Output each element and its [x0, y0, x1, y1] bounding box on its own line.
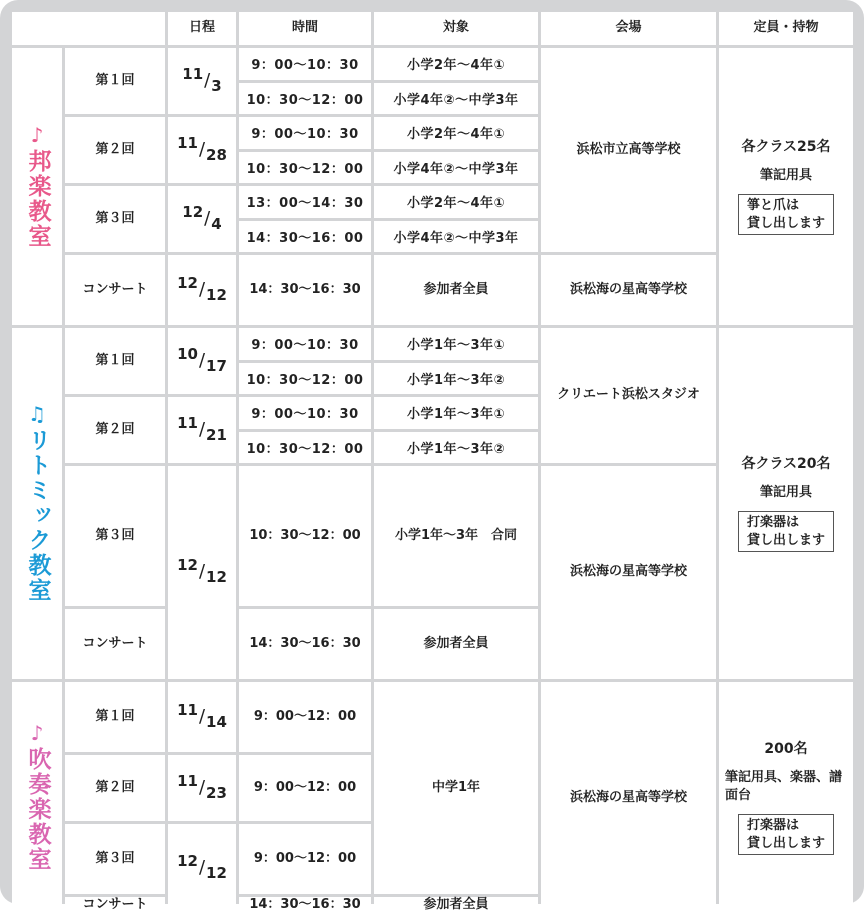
header-capacity: 定員・持物 [719, 12, 853, 45]
target-pair [374, 48, 538, 114]
target-group: 小学4年②〜中学3年 [374, 221, 538, 253]
capacity: 各クラス25名 [741, 138, 831, 155]
session-label: コンサート [65, 255, 165, 325]
target-group: 参加者全員 [374, 255, 538, 325]
section-label-rhythmic [12, 328, 62, 679]
section-label-suisougaku [12, 682, 62, 913]
lending-note-line: 箏と爪は [746, 198, 799, 214]
belongings: 筆記用具 [759, 484, 812, 500]
time-slot: 9：00〜10：30 [239, 117, 371, 149]
date-day: 23 [206, 783, 227, 802]
header-venue: 会場 [541, 12, 716, 45]
venue: クリエート浜松スタジオ [541, 328, 716, 463]
lending-note-line: 貸し出します [746, 835, 825, 851]
target-pair [374, 186, 538, 252]
session-label: 第１回 [65, 48, 165, 114]
session-date: 11 / 21 [168, 397, 236, 463]
session-label: 第２回 [65, 397, 165, 463]
session-date: 12 / 12 [168, 466, 236, 679]
target-group: 参加者全員 [374, 897, 538, 913]
date-day: 28 [206, 145, 227, 164]
lending-note [738, 194, 834, 235]
target-group: 小学4年②〜中学3年 [374, 152, 538, 184]
session-label: 第３回 [65, 824, 165, 894]
target-group: 小学1年〜3年 合同 [374, 466, 538, 606]
target-group: 小学2年〜4年① [374, 48, 538, 80]
session-date: 11 / 14 [168, 682, 236, 752]
time-slot: 14：30〜16：00 [239, 221, 371, 253]
date-day: 4 [211, 214, 222, 233]
session-label: コンサート [65, 609, 165, 679]
time-slot: 10：30〜12：00 [239, 363, 371, 395]
date-month: 12 [177, 556, 198, 575]
time-pair [239, 48, 371, 114]
time-slot: 14：30〜16：30 [239, 897, 371, 913]
header-time: 時間 [239, 12, 371, 45]
time-pair [239, 186, 371, 252]
date-day: 21 [206, 425, 227, 444]
venue: 浜松市立高等学校 [541, 48, 716, 252]
time-slot: 14：30〜16：30 [239, 255, 371, 325]
session-label: 第２回 [65, 117, 165, 183]
session-label: 第２回 [65, 755, 165, 821]
time-pair [239, 117, 371, 183]
session-label: 第３回 [65, 466, 165, 606]
time-slot: 9：00〜12：00 [239, 755, 371, 821]
time-slot: 10：30〜12：00 [239, 152, 371, 184]
venue: 浜松海の星高等学校 [541, 682, 716, 913]
time-slot: 9：00〜10：30 [239, 328, 371, 360]
time-slot: 13：00〜14：30 [239, 186, 371, 218]
session-label: 第１回 [65, 682, 165, 752]
date-day: 12 [206, 864, 227, 883]
venue: 浜松海の星高等学校 [541, 466, 716, 679]
capacity: 200名 [764, 741, 808, 758]
time-slot: 9：00〜10：30 [239, 397, 371, 429]
time-pair [239, 328, 371, 394]
session-label: コンサート [65, 897, 165, 913]
target-pair [374, 328, 538, 394]
lending-note-line: 打楽器は [746, 818, 799, 834]
date-month: 11 [182, 64, 204, 83]
schedule-table [12, 12, 849, 912]
time-slot: 9：00〜10：30 [239, 48, 371, 80]
section-label-hougaku [12, 48, 62, 325]
header-date: 日程 [168, 12, 236, 45]
time-slot: 9：00〜12：00 [239, 824, 371, 894]
session-date: 11 / 28 [168, 117, 236, 183]
time-slot: 9：00〜12：00 [239, 682, 371, 752]
session-label: 第３回 [65, 186, 165, 252]
beamed-notes-icon: ♫ [28, 402, 46, 426]
eighth-note-icon: ♪ [30, 122, 44, 147]
capacity-cell [719, 328, 853, 679]
date-month: 10 [177, 344, 198, 363]
date-month: 11 [177, 133, 198, 152]
time-slot: 10：30〜12：00 [239, 466, 371, 606]
target-group: 小学1年〜3年② [374, 363, 538, 395]
session-label: 第１回 [65, 328, 165, 394]
target-group: 小学1年〜3年② [374, 432, 538, 464]
session-date: 10 / 17 [168, 328, 236, 394]
time-slot: 10：30〜12：00 [239, 83, 371, 115]
date-day: 12 [206, 285, 227, 304]
capacity-cell [719, 682, 853, 913]
session-date: 12 / 12 [168, 255, 236, 325]
date-month: 11 [177, 700, 198, 719]
time-pair [239, 397, 371, 463]
eighth-note-icon: ♪ [30, 721, 44, 746]
capacity-cell [719, 48, 853, 325]
target-group: 参加者全員 [374, 609, 538, 679]
session-date: 12 / 12 [168, 824, 236, 913]
lending-note-line: 打楽器は [746, 515, 799, 531]
section-title-suisougaku: 吹奏楽教室 [24, 747, 51, 873]
lending-note-line: 貸し出します [746, 215, 825, 231]
session-date: 12 / 4 [168, 186, 236, 252]
time-slot: 14：30〜16：30 [239, 609, 371, 679]
target-group: 小学1年〜3年① [374, 397, 538, 429]
header-blank [12, 12, 165, 45]
venue: 浜松海の星高等学校 [541, 255, 716, 325]
target-pair [374, 117, 538, 183]
lending-note-line: 貸し出します [746, 532, 825, 548]
session-date: 11 / 23 [168, 755, 236, 821]
lending-note [738, 511, 834, 552]
date-day: 12 [206, 568, 227, 587]
section-title-hougaku: 邦楽教室 [24, 148, 51, 249]
target-group: 小学4年②〜中学3年 [374, 83, 538, 115]
target-pair [374, 397, 538, 463]
date-day: 14 [206, 712, 227, 731]
section-title-rhythmic: リトミック教室 [24, 428, 51, 603]
header-target: 対象 [374, 12, 538, 45]
target-group: 小学2年〜4年① [374, 117, 538, 149]
capacity: 各クラス20名 [741, 455, 831, 472]
target-group: 小学1年〜3年① [374, 328, 538, 360]
session-date: 11 / 3 [168, 48, 236, 114]
target-group: 中学1年 [374, 682, 538, 894]
lending-note [738, 814, 834, 855]
target-group: 小学2年〜4年① [374, 186, 538, 218]
date-month: 12 [177, 852, 198, 871]
date-month: 12 [182, 202, 204, 221]
date-month: 12 [177, 273, 198, 292]
date-month: 11 [177, 413, 198, 432]
date-month: 11 [177, 771, 198, 790]
belongings: 筆記用具 [759, 167, 812, 183]
belongings: 筆記用具、楽器、譜面台 [725, 769, 843, 803]
time-slot: 10：30〜12：00 [239, 432, 371, 464]
date-day: 17 [206, 356, 227, 375]
date-day: 3 [211, 76, 222, 95]
